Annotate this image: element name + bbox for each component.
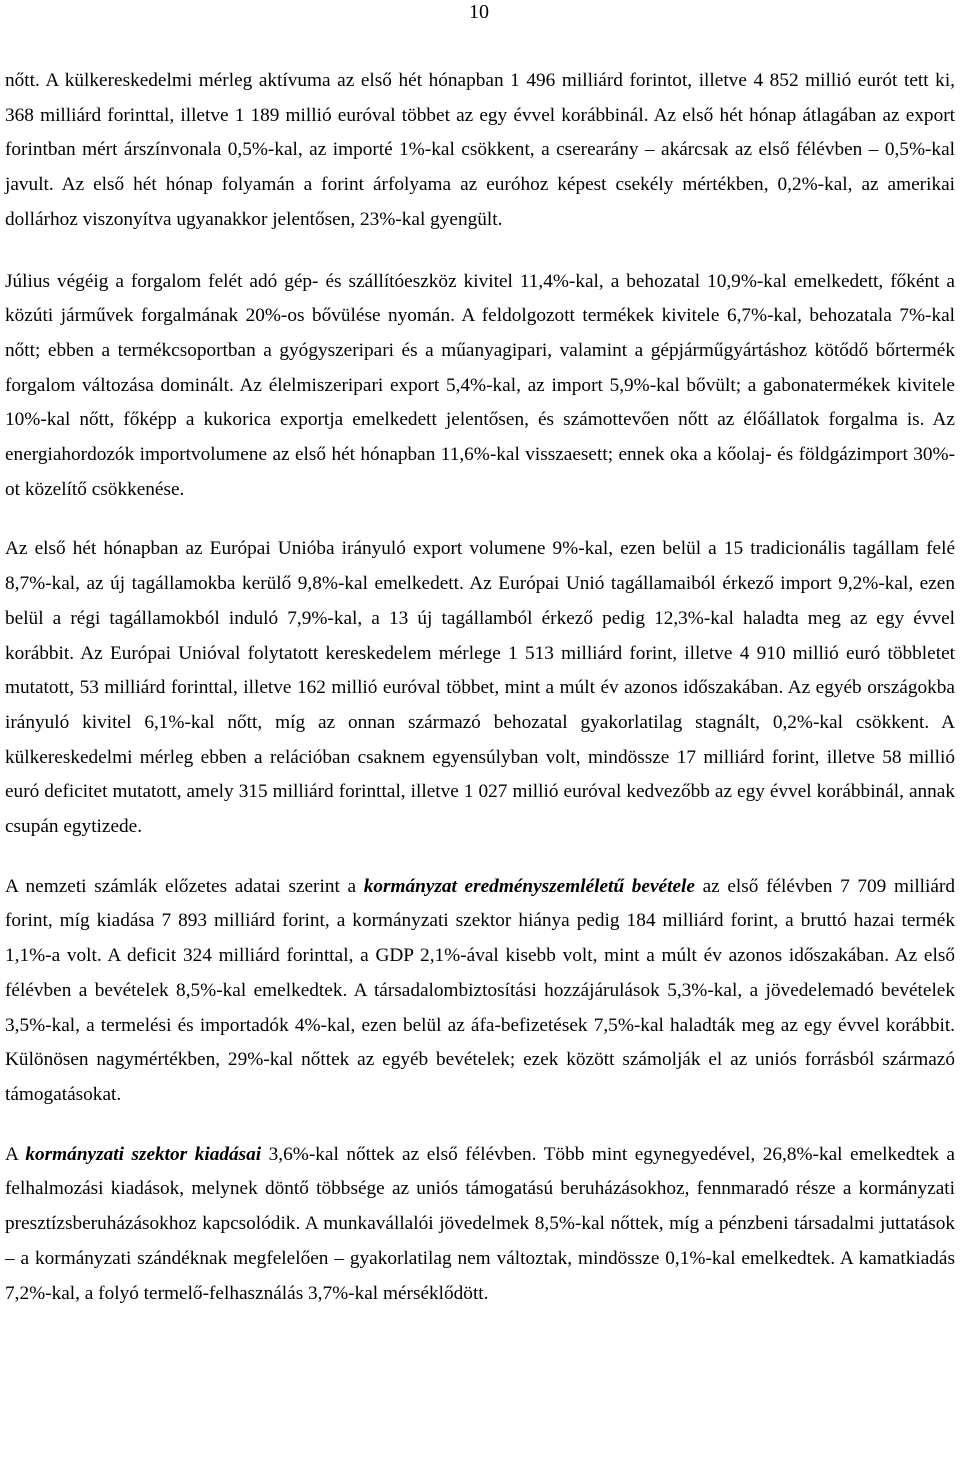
expenditure-text-before: A (5, 1143, 26, 1165)
paragraph-trade-balance: nőtt. A külkereskedelmi mérleg aktívuma az első hét hónapban 1 496 milliárd forintot, illetve 4 852 millió eurót tett ki, 368 milliárd forinttal, illetve 1 189 millió euróval többet az egy évvel korábbinál. Az első hét hónap átlagában az export forintban mért árszínvonala 0,5%-kal, az importé 1%-kal csökkent, a cserearány – akárcsak az első félévben – 0,5%-kal javult. Az első hét hónap folyamán a forint árfolyama az euróhoz képest csekély mértékben, 0,2%-kal, az amerikai dollárhoz viszonyítva ugyanakkor jelentősen, 23%-kal gyengült. (5, 70, 955, 230)
document-body (5, 64, 955, 1336)
paragraph-product-groups: Július végéig a forgalom felét adó gép- és szállítóeszköz kivitel 11,4%-kal, a behozatal 10,9%-kal emelkedett, főként a közúti járművek forgalmának 20%-os bővülése nyomán. A feldolgozott termékek kivitele 6,7%-kal, behozatala 7%-kal nőtt; ebben a termékcsoportban a gyógyszeripari és a műanyagipari, valamint a gépjárműgyártáshoz kötődő bőrtermék forgalom változása dominált. Az élelmiszeripari export 5,4%-kal, az import 5,9%-kal bővült; a gabonatermékek kivitele 10%-kal nőtt, főképp a kukorica exportja emelkedett jelentősen, és számottevően nőtt az élőállatok forgalma is. Az energiahordozók importvolumene az első hét hónapban 11,6%-kal visszaesett; ennek oka a kőolaj- és földgázimport 30%-ot közelítő csökkenése. (5, 270, 955, 500)
paragraph-eu-trade: Az első hét hónapban az Európai Unióba irányuló export volumene 9%-kal, ezen belül a 15 tradicionális tagállam felé 8,7%-kal, az új tagállamokba kerülő 9,8%-kal emelkedett. Az Európai Unió tagállamaiból érkező import 9,2%-kal, ezen belül a régi tagállamokból induló 7,9%-kal, a 13 új tagállamból érkező pedig 12,3%-kal haladta meg az egy évvel korábbit. Az Európai Unióval folytatott kereskedelem mérlege 1 513 milliárd forint, illetve 4 910 millió euró többletet mutatott, 53 milliárd forinttal, illetve 162 millió euróval többet, mint a múlt év azonos időszakában. Az egyéb országokba irányuló kivitel 6,1%-kal nőtt, míg az onnan származó behozatal gyakorlatilag stagnált, 0,2%-kal csökkent. A külkereskedelmi mérleg ebben a relációban csaknem egyensúlyban volt, mindössze 17 milliárd forint, illetve 58 millió euró deficitet mutatott, amely 315 milliárd forinttal, illetve 1 027 millió euróval kedvezőbb az egy évvel korábbinál, annak csupán egytizede. (5, 538, 955, 838)
revenue-text-before: A nemzeti számlák előzetes adatai szerint a (5, 875, 364, 897)
revenue-emphasis: kormányzat eredményszemléletű bevétele (363, 875, 695, 897)
expenditure-text-after: 3,6%-kal nőttek az első félévben. Több mint egynegyedével, 26,8%-kal emelkedtek a felhalmozási kiadások, melynek döntő többsége az uniós támogatású beruházásokhoz, fennmaradó része a kormányzati presztízsberuházásokhoz kapcsolódik. A munkavállalói jövedelmek 8,5%-kal nőttek, míg a pénzbeni társadalmi juttatások – a kormányzati szándéknak megfelelően – gyakorlatilag nem változtak, mindössze 0,1%-kal emelkedtek. A kamatkiadás 7,2%-kal, a folyó termelő-felhasználás 3,7%-kal mérséklődött. (5, 1143, 955, 1304)
expenditure-emphasis: kormányzati szektor kiadásai (25, 1143, 262, 1165)
paragraph-government-revenue (5, 870, 955, 1113)
paragraph-government-expenditure (5, 1138, 955, 1312)
revenue-text-after: az első félévben 7 709 milliárd forint, míg kiadása 7 893 milliárd forint, a kormányzati szektor hiánya pedig 184 milliárd forint, a bruttó hazai termék 1,1%-a volt. A deficit 324 milliárd forinttal, a GDP 2,1%-ával kisebb volt, mint a múlt év azonos időszakában. Az első félévben a bevételek 8,5%-kal emelkedtek. A társadalombiztosítási hozzájárulások 5,3%-kal, a jövedelemadó bevételek 3,5%-kal, a termelési és importadók 4%-kal, ezen belül az áfa-befizetések 7,5%-kal haladták meg az egy évvel korábbit. Különösen nagymértékben, 29%-kal nőttek az egyéb bevételek; ezek között számolják el az uniós forrásból származó támogatásokat. (5, 875, 956, 1105)
page-number: 10 (469, 1, 489, 23)
